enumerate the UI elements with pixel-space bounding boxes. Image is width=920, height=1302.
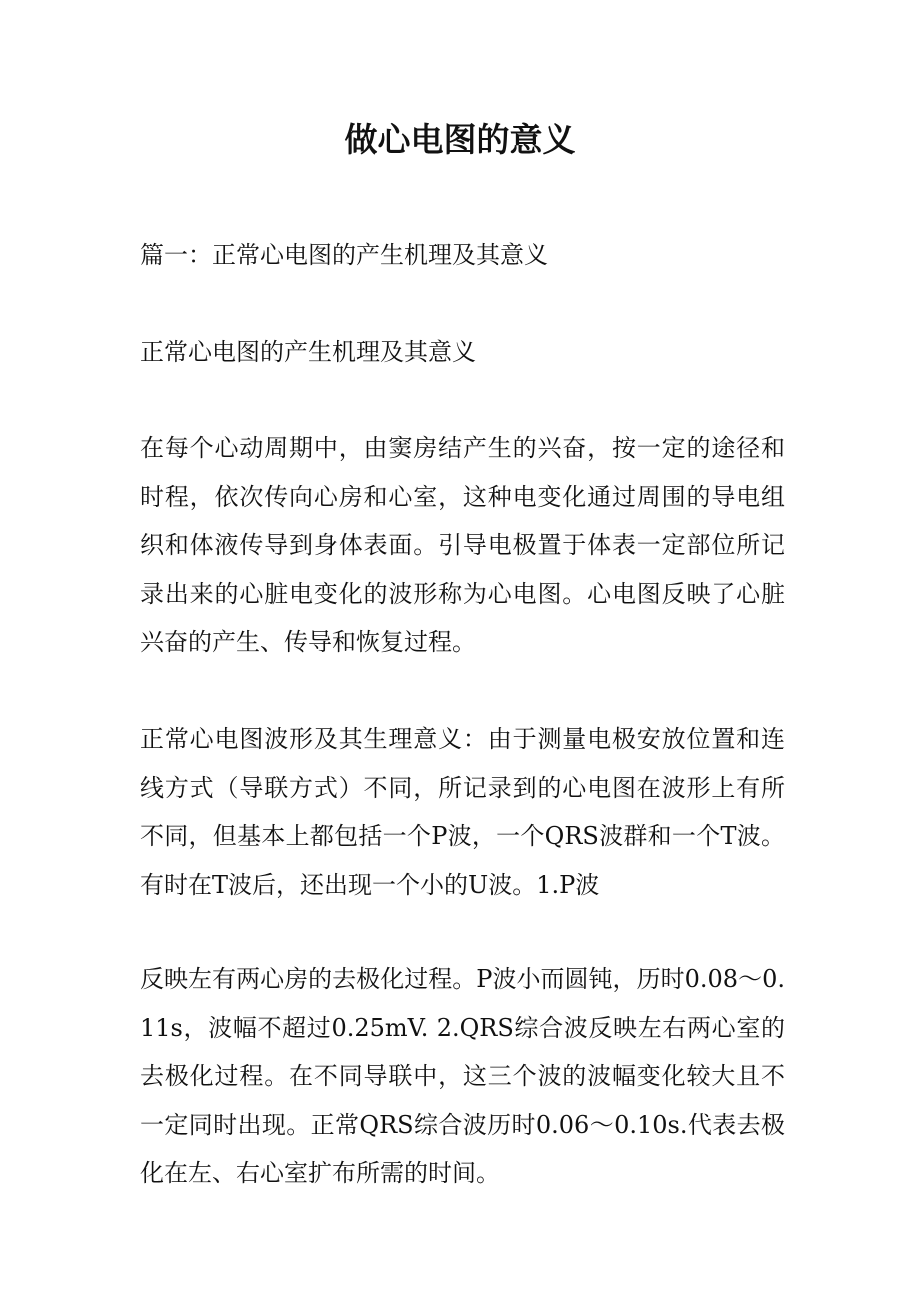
- paragraph-p-wave-qrs: 反映左有两心房的去极化过程。P波小而圆钝，历时0.08～0.11s，波幅不超过0.25mV. 2.QRS综合波反映左右两心室的去极化过程。在不同导联中，这三个波的波幅变化较大且不一定同时出现。正常QRS综合波历时0.06～0.10s.代表去极化在左、右心室扩布所需的时间。: [140, 965, 785, 1187]
- paragraph-waveforms: 正常心电图波形及其生理意义：由于测量电极安放位置和连线方式（导联方式）不同，所记录到的心电图在波形上有所不同，但基本上都包括一个P波，一个QRS波群和一个T波。有时在T波后，还出现一个小的U波。1.P波: [140, 725, 785, 899]
- subheading: 正常心电图的产生机理及其意义: [140, 338, 476, 366]
- paragraph-cardiac-cycle: 在每个心动周期中，由窦房结产生的兴奋，按一定的途径和时程，依次传向心房和心室，这种电变化通过周围的导电组织和体液传导到身体表面。引导电极置于体表一定部位所记录出来的心脏电变化的波形称为心电图。心电图反映了心脏兴奋的产生、传导和恢复过程。: [140, 434, 785, 656]
- document-title: 做心电图的意义: [344, 120, 576, 159]
- section-heading: 篇一：正常心电图的产生机理及其意义: [140, 241, 548, 269]
